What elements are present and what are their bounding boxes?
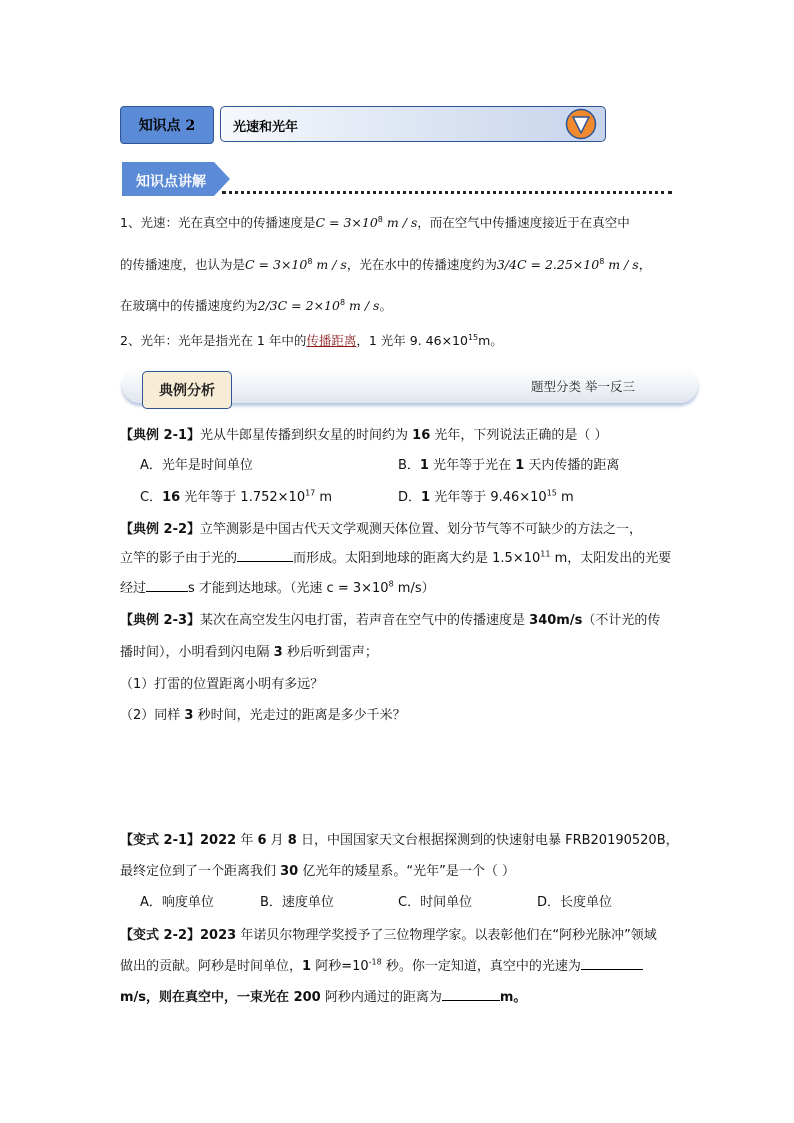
variant-2-2-line-2: 做出的贡献。阿秒是时间单位，1 阿秒$=10^{-18}$ 秒。你一定知道，真空中的光速为 xyxy=(120,957,643,977)
example-2-3-line-1: 【典例 2-3】某次在高空发生闪电打雷，若声音在空气中的传播速度是 340m/s（不计光的传 xyxy=(120,613,661,628)
example-2-2-line-3: 经过 s 才能到达地球。（光速 $c = 3\times 10^8$ m/s） xyxy=(120,579,435,596)
lecture-label xyxy=(122,162,230,196)
variant-2-2-line-3: m/s，则在真空中，一束光在 200 阿秒内通过的距离为 m。 xyxy=(120,990,527,1005)
example-2-3-line-2: 播时间），小明看到闪电隔 3 秒后听到雷声； xyxy=(120,645,378,660)
variant-2-1-line-2: 最终定位到了一个距离我们 30 亿光年的矮星系。“光年”是一个（ ） xyxy=(120,864,515,879)
example-2-1-option-d: D．1 光年等于 $9.46\times 10^{15}$ m xyxy=(398,488,574,505)
fill-blank[interactable] xyxy=(237,561,293,562)
lecture-paragraph-4: 2、光年：光年是指光在 1 年中的传播距离，1 光年 9. $46\times 10^{15}m$。 xyxy=(120,332,503,348)
lecture-paragraph-2: 的传播速度，也认为是$C = 3\times 10^8$ m / s，光在水中的传播速度约为$3/4C = 2.25\times 10^8$ m / s， xyxy=(120,256,652,272)
example-2-1-stem: 【典例 2-1】光从牛郎星传播到织女星的时间约为 16 光年，下列说法正确的是（ ） xyxy=(120,428,608,443)
lecture-paragraph-1: 1、光速：光在真空中的传播速度是$C = 3\times 10^8$ m / s，而在空气中传播速度接近于在真空中 xyxy=(120,214,630,230)
example-2-3-question-1: （1）打雷的位置距离小明有多远？ xyxy=(120,677,324,692)
variant-2-1-option-a: A．响度单位 xyxy=(140,895,214,910)
example-2-1-option-a: A．光年是时间单位 xyxy=(140,458,253,473)
example-2-1-option-c: C．16 光年等于 $1.752\times 10^{17}$ m xyxy=(140,488,333,505)
variant-2-1-line-1: 【变式 2-1】2022 年 6 月 8 日，中国国家天文台根据探测到的快速射电暴 FRB20190520B， xyxy=(120,833,679,848)
dotted-divider xyxy=(222,191,672,194)
section-tag xyxy=(120,106,214,144)
section-tag-label: 知识点 2 xyxy=(138,118,196,134)
example-2-1-option-b: B．1 光年等于光在 1 天内传播的距离 xyxy=(398,458,620,473)
example-banner-box: 典例分析 xyxy=(142,371,232,409)
variant-2-1-option-d: D．长度单位 xyxy=(537,895,613,910)
example-2-2-line-2: 立竿的影子由于光的 而形成。太阳到地球的距离大约是 $1.5\times 10^{11}$ m，太阳发出的光要 xyxy=(120,549,672,566)
lecture-label-text: 知识点讲解 xyxy=(136,174,206,190)
variant-2-2-line-1: 【变式 2-2】2023 年诺贝尔物理学奖授予了三位物理学家。以表彰他们在“阿秒光脉冲”领域 xyxy=(120,928,657,943)
variant-2-1-option-c: C．时间单位 xyxy=(398,895,473,910)
down-triangle-icon xyxy=(565,108,597,140)
fill-blank[interactable] xyxy=(581,969,643,970)
example-2-2-line-1: 【典例 2-2】立竿测影是中国古代天文学观测天体位置、划分节气等不可缺少的方法之一， xyxy=(120,522,643,537)
variant-2-1-option-b: B．速度单位 xyxy=(260,895,334,910)
example-2-3-question-2: （2）同样 3 秒时间，光走过的距离是多少千米？ xyxy=(120,708,406,723)
term-link: 传播距离 xyxy=(306,333,357,348)
lecture-paragraph-3: 在玻璃中的传播速度约为$2/3C = 2\times 10^8$ m / s。 xyxy=(120,297,392,313)
section-title: 光速和光年 xyxy=(233,120,299,135)
example-banner-subtitle: 题型分类 举一反三 xyxy=(531,379,635,394)
fill-blank[interactable] xyxy=(442,1000,500,1001)
fill-blank[interactable] xyxy=(146,591,188,592)
